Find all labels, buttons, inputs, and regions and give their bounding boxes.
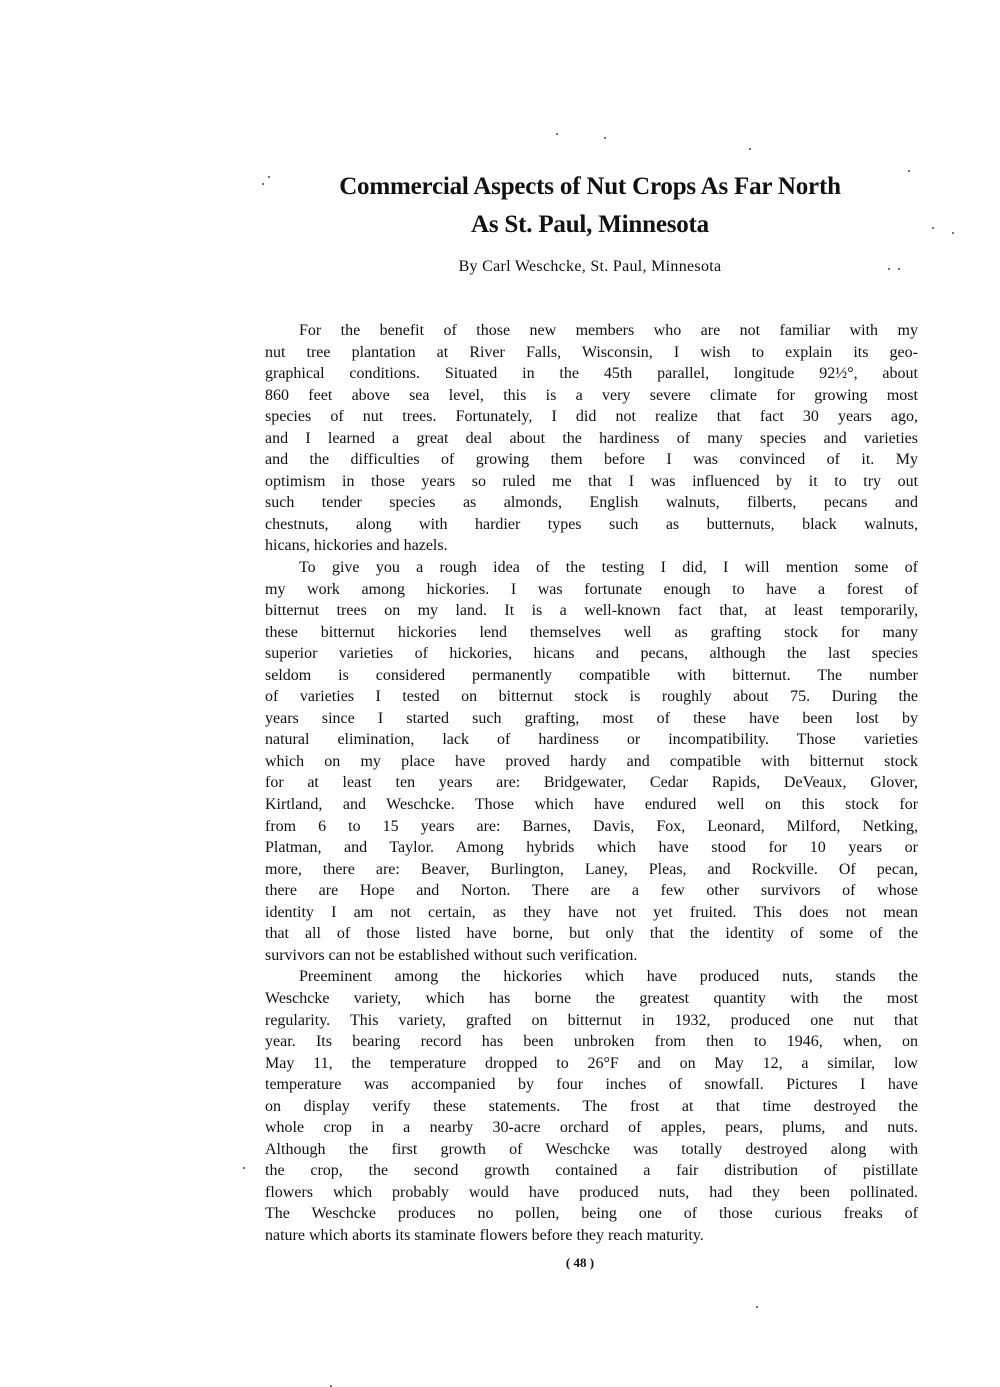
scan-speck — [898, 268, 900, 270]
text-line: identity I am not certain, as they have not yet fruited. This does not mean — [265, 903, 918, 921]
page-number: ( 48 ) — [565, 1255, 595, 1270]
text-line: temperature was accompanied by four inches of snowfall. Pictures I have — [265, 1076, 919, 1094]
text-line: Preeminent among the hickories which have produced nuts, stands the — [299, 968, 918, 986]
text-line: The Weschcke produces no pollen, being one of those curious freaks of — [265, 1205, 918, 1223]
text-line: May 11, the temperature dropped to 26°F and on May 12, a similar, low — [265, 1054, 918, 1072]
scan-speck — [932, 227, 934, 229]
article-body — [265, 320, 918, 1247]
paragraph — [265, 557, 918, 966]
text-line: on display verify these statements. The frost at that time destroyed the — [265, 1097, 918, 1115]
scan-speck — [556, 133, 558, 135]
text-line: Platman, and Taylor. Among hybrids which have stood for 10 years or — [265, 839, 919, 857]
text-line: species of nut trees. Fortunately, I did not realize that fact 30 years ago, — [265, 408, 919, 426]
text-line: Kirtland, and Weschcke. Those which have endured well on this stock for — [265, 796, 919, 814]
text-line: my work among hickories. I was fortunate enough to have a forest of — [265, 580, 919, 598]
scan-speck — [888, 268, 890, 270]
scan-speck — [268, 176, 270, 178]
text-line: the crop, the second growth contained a fair distribution of pistillate — [265, 1162, 918, 1180]
scan-speck — [262, 183, 264, 185]
text-line: optimism in those years so ruled me that I was influenced by it to try out — [265, 472, 919, 490]
scan-speck — [749, 148, 751, 150]
scan-speck — [952, 232, 954, 234]
text-line: from 6 to 15 years are: Barnes, Davis, Fox, Leonard, Milford, Netking, — [265, 817, 919, 835]
text-line: years since I started such grafting, most of these have been lost by — [265, 709, 918, 727]
text-line: which on my place have proved hardy and compatible with bitternut stock — [265, 752, 918, 770]
text-line: these bitternut hickories lend themselves well as grafting stock for many — [265, 623, 918, 641]
paragraph — [265, 966, 918, 1246]
text-line: chestnuts, along with hardier types such as butternuts, black walnuts, — [265, 515, 919, 533]
text-line: hicans, hickories and hazels. — [265, 537, 448, 555]
text-line: Weschcke variety, which has borne the greatest quantity with the most — [265, 989, 919, 1007]
text-line: graphical conditions. Situated in the 45th parallel, longitude 92½°, about — [265, 365, 918, 383]
text-line: flowers which probably would have produced nuts, had they been pollinated. — [265, 1183, 919, 1201]
text-line: To give you a rough idea of the testing I did, I will mention some of — [299, 559, 919, 577]
text-line: whole crop in a nearby 30-acre orchard of apples, pears, plums, and nuts. — [265, 1119, 918, 1137]
text-line: superior varieties of hickories, hicans and pecans, although the last species — [265, 645, 918, 663]
scan-speck — [243, 1167, 245, 1169]
text-line: bitternut trees on my land. It is a well-known fact that, at least temporarily, — [265, 602, 919, 620]
article-byline: By Carl Weschcke, St. Paul, Minnesota — [458, 258, 722, 275]
text-line: For the benefit of those new members who are not familiar with my — [299, 322, 918, 339]
scan-speck — [908, 170, 910, 172]
text-line: Although the first growth of Weschcke was totally destroyed along with — [265, 1140, 919, 1158]
text-line: that all of those listed have borne, but only that the identity of some of the — [265, 925, 919, 943]
text-line: for at least ten years are: Bridgewater, Cedar Rapids, DeVeaux, Glover, — [265, 774, 919, 792]
text-line: natural elimination, lack of hardiness or incompatibility. Those varieties — [265, 731, 919, 749]
text-line: regularity. This variety, grafted on bitternut in 1932, produced one nut that — [265, 1011, 919, 1029]
text-line: nature which aborts its staminate flowers before they reach maturity. — [265, 1226, 704, 1244]
paragraph — [265, 320, 918, 557]
scan-speck — [604, 137, 606, 139]
text-line: 860 feet above sea level, this is a very severe climate for growing most — [265, 386, 918, 404]
text-line: year. Its bearing record has been unbroken from then to 1946, when, on — [265, 1033, 919, 1051]
text-line: and the difficulties of growing them before I was convinced of it. My — [265, 451, 918, 469]
text-line: such tender species as almonds, English walnuts, filberts, pecans and — [265, 494, 918, 512]
scan-speck — [756, 1306, 758, 1308]
article-title-line-1: Commercial Aspects of Nut Crops As Far North — [339, 173, 841, 200]
text-line: nut tree plantation at River Falls, Wisconsin, I wish to explain its geo- — [265, 343, 918, 361]
text-line: seldom is considered permanently compatible with bitternut. The number — [265, 666, 918, 684]
text-line: more, there are: Beaver, Burlington, Laney, Pleas, and Rockville. Of pecan, — [265, 860, 919, 878]
text-line: and I learned a great deal about the hardiness of many species and varieties — [265, 429, 918, 447]
text-line: of varieties I tested on bitternut stock is roughly about 75. During the — [265, 688, 919, 706]
article-title-line-2: As St. Paul, Minnesota — [471, 211, 709, 238]
text-line: survivors can not be established without such verification. — [265, 946, 638, 964]
text-line: there are Hope and Norton. There are a few other survivors of whose — [265, 882, 919, 900]
